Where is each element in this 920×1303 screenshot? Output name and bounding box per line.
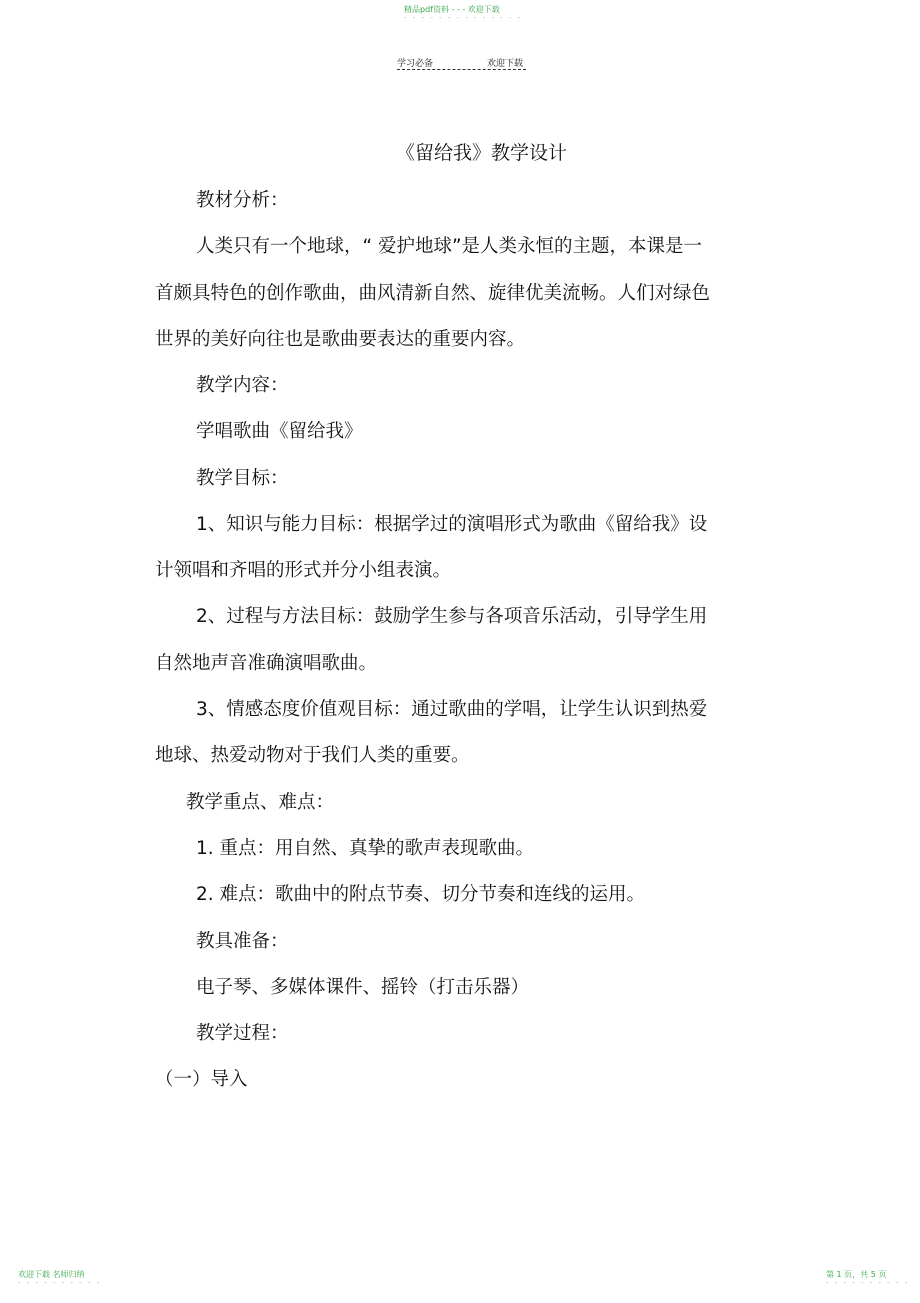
paragraph-line: 学唱歌曲《留给我》 <box>196 421 363 442</box>
section-heading: 教学过程： <box>196 1023 289 1044</box>
section-heading: 教学内容： <box>196 375 289 396</box>
document-title: 《留给我》教学设计 <box>396 142 568 164</box>
paragraph-line: 首颇具特色的创作歌曲，曲风清新自然、旋律优美流畅。人们对绿色 <box>155 283 711 304</box>
paragraph-line: 1. 重点：用自然、真挚的歌声表现歌曲。 <box>196 838 535 859</box>
watermark-bottom-right-dots: - - - - - - - - - - <box>826 1279 910 1287</box>
paragraph-line: 2、过程与方法目标：鼓励学生参与各项音乐活动，引导学生用 <box>196 606 708 627</box>
header-divider <box>397 69 526 70</box>
paragraph-line: 自然地声音准确演唱歌曲。 <box>155 653 378 674</box>
paragraph-line: 计领唱和齐唱的形式并分小组表演。 <box>155 560 452 581</box>
paragraph-line: 电子琴、多媒体课件、摇铃（打击乐器） <box>196 977 530 998</box>
section-heading: 教材分析： <box>196 190 289 211</box>
section-heading: 教学重点、难点： <box>186 792 335 813</box>
watermark-bottom-left: 欢迎下载 名师归纳 <box>18 1270 85 1279</box>
header-right: 欢迎下载 <box>487 59 524 69</box>
section-heading: （一）导入 <box>155 1069 248 1090</box>
watermark-top-dots: - - - - - - - - - - - - - - <box>404 14 523 22</box>
paragraph-line: 世界的美好向往也是歌曲要表达的重要内容。 <box>155 329 526 350</box>
paragraph-line: 2. 难点：歌曲中的附点节奏、切分节奏和连线的运用。 <box>196 884 646 905</box>
paragraph-line: 1、知识与能力目标：根据学过的演唱形式为歌曲《留给我》设 <box>196 514 708 535</box>
page-number: 第 1 页，共 5 页 <box>826 1270 887 1279</box>
section-heading: 教学目标： <box>196 468 289 489</box>
section-heading: 教具准备： <box>196 931 289 952</box>
paragraph-line: 地球、热爱动物对于我们人类的重要。 <box>155 745 470 766</box>
paragraph-line: 人类只有一个地球，“ 爱护地球”是人类永恒的主题，本课是一 <box>196 236 703 257</box>
paragraph-line: 3、情感态度价值观目标：通过歌曲的学唱，让学生认识到热爱 <box>196 699 708 720</box>
watermark-bottom-left-dots: - - - - - - - - - - <box>18 1279 102 1287</box>
header-left: 学习必备 <box>397 59 434 69</box>
watermark-top: 精品pdf资料 - - - 欢迎下载 <box>404 5 500 14</box>
